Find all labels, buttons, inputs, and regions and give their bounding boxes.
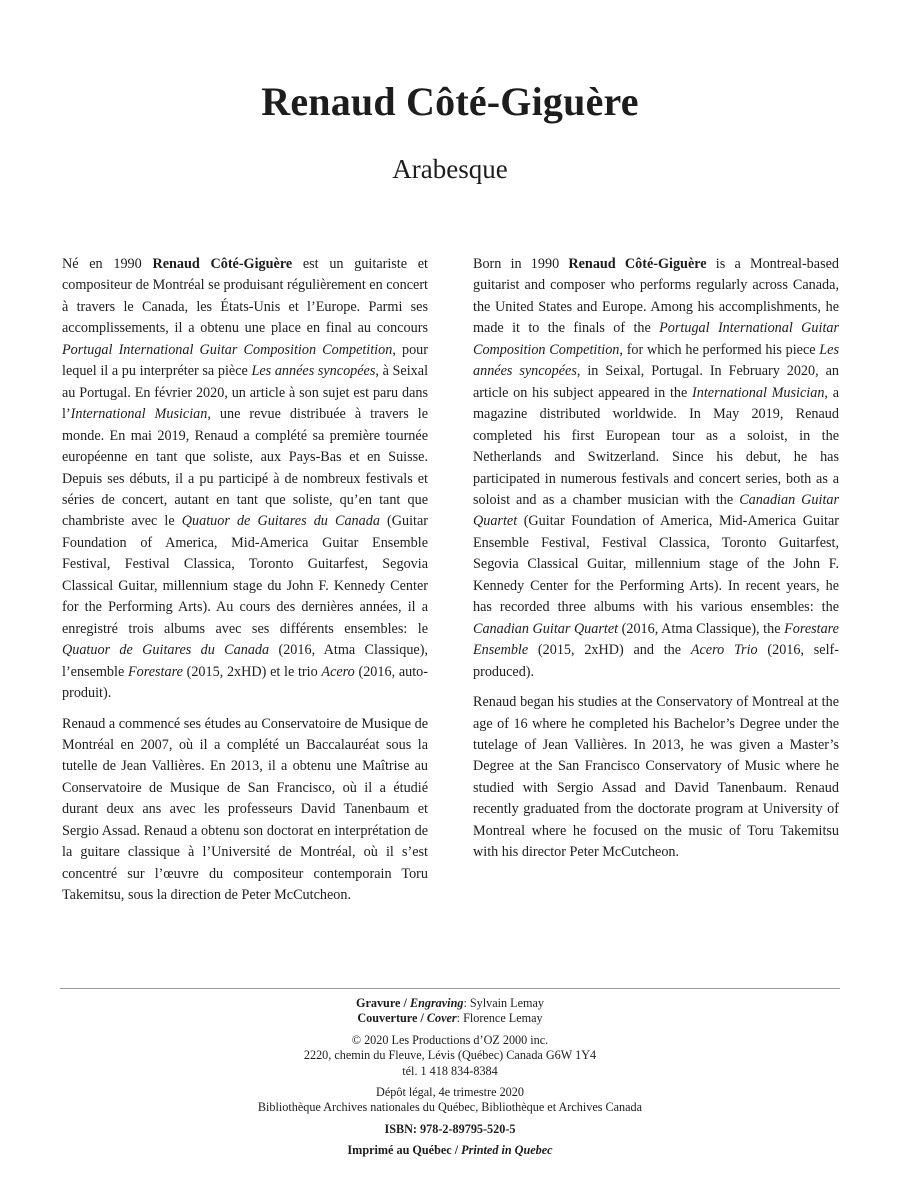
- bio-english-paragraph-2: Renaud began his studies at the Conservatory of Montreal at the age of 16 where he completed his Bachelor’s Degree under the tutelage of Jean Vallières. In 2013, he was given a Master’s Degree at the San Francisco Conservatory of Music where he studied with Sergio Assad and David Tanenbaum. Renaud recently graduated from the doctorate program at University of Montreal where he focused on the music of Toru Takemitsu with his director Peter McCutcheon.: [473, 694, 839, 861]
- bio-french-paragraph-2: Renaud a commencé ses études au Conservatoire de Musique de Montréal en 2007, où il a complété un Baccalauréat sous la tutelle de Jean Vallières. En 2013, il a obtenu une Maîtrise au Conservatoire de Musique de San Francisco, où il a étudié durant deux ans avec les professeurs David Tanenbaum et Sergio Assad. Renaud a obtenu son doctorat en interprétation de la guitare classique à l’Université de Montréal, où il s’est concentré sur l’œuvre du compositeur contemporain Toru Takemitsu, sous la direction de Peter McCutcheon.: [62, 715, 429, 904]
- italic-title: Forestare Ensemble: [473, 620, 839, 659]
- italic-title: Canadian Guitar Quartet: [473, 491, 839, 530]
- italic-title: Les années syncopées: [473, 341, 839, 380]
- bio-french-paragraph-1: Né en 1990 Renaud Côté-Giguère est un guitariste et compositeur de Montréal se produisant régulièrement en concert à travers le Canada, les États-Unis et l’Europe. Parmi ses accomplissements, il a obtenu une place en final au concours Portugal International Guitar Composition Competition, pour lequel il a pu interpréter sa pièce Les années syncopées, à Seixal au Portugal. En février 2020, un article à son sujet est paru dans l’International Musician, une revue distribuée à travers le monde. En mai 2019, Renaud a complété sa première tournée européenne en tant que soliste, aux Pays-Bas et en Suisse. Depuis ses débuts, il a pu participé à de nombreux festivals et séries de concert, autant en tant que soliste, qu’en tant que chambriste avec le Quatuor de Guitares du Canada (Guitar Foundation of America, Mid-America Guitar Ensemble Festival, Festival Classica, Toronto Guitarfest, Segovia Classical Guitar, millennium stage du John F. Kennedy Center for the Performing Arts). Au cours des dernières années, il a enregistré trois albums avec ses différents ensembles: le Quatuor de Guitares du Canada (2016, Atma Classique), l’ensemble Forestare (2015, 2xHD) et le trio Acero (2016, auto-produit).: [62, 256, 429, 702]
- isbn-line: ISBN: 978-2-89795-520-5: [384, 1121, 516, 1136]
- legal-deposit-line: Dépôt légal, 4e trimestre 2020: [376, 1085, 524, 1100]
- printed-fr: Imprimé au Québec: [347, 1143, 452, 1158]
- italic-title: Acero Trio: [690, 642, 758, 659]
- bio-english-column: [473, 254, 839, 873]
- italic-title: Forestare: [127, 663, 183, 680]
- libraries-line: Bibliothèque Archives nationales du Québec, Bibliothèque et Archives Canada: [257, 1100, 643, 1115]
- credits-block: [0, 996, 900, 1159]
- italic-title: Quatuor de Guitares du Canada: [181, 513, 380, 530]
- italic-title: Portugal International Guitar Composition Competition: [62, 341, 393, 358]
- copyright-line: © 2020 Les Productions d’OZ 2000 inc.: [351, 1032, 549, 1047]
- footer-divider: [60, 988, 840, 989]
- cover-credit: Couverture / Cover: Florence Lemay: [357, 1011, 543, 1026]
- bio-english-paragraph-1: Born in 1990 Renaud Côté-Giguère is a Montreal-based guitarist and composer who performs regularly across Canada, the United States and Europe. Among his accomplishments, he made it to the finals of the Portugal International Guitar Composition Competition, for which he performed his piece Les années syncopées, in Seixal, Portugal. In February 2020, an article on his subject appeared in the International Musician, a magazine distributed worldwide. In May 2019, Renaud completed his first European tour as a soloist, in the Netherlands and Switzerland. Since his debut, he has participated in numerous festivals and concert series, both as a soloist and as a chamber musician with the Canadian Guitar Quartet (Guitar Foundation of America, Mid-America Guitar Ensemble Festival, Festival Classica, Toronto Guitarfest, Segovia Classical Guitar, millennium stage of the John F. Kennedy Center for the Performing Arts). In recent years, he has recorded three albums with his various ensembles: the Canadian Guitar Quartet (2016, Atma Classique), the Forestare Ensemble (2015, 2xHD) and the Acero Trio (2016, self-produced).: [473, 256, 840, 680]
- italic-title: Canadian Guitar Quartet: [473, 620, 619, 637]
- italic-title: International Musician: [692, 384, 825, 401]
- italic-title: Portugal International Guitar Composition Competition: [473, 320, 840, 358]
- piece-subtitle: Arabesque: [392, 154, 508, 184]
- cover-name: Florence Lemay: [463, 1011, 543, 1026]
- italic-title: International Musician: [70, 406, 208, 423]
- address-line: 2220, chemin du Fleuve, Lévis (Québec) Canada G6W 1Y4: [303, 1048, 597, 1063]
- printed-line: Imprimé au Québec / Printed in Quebec: [347, 1143, 553, 1158]
- engraving-name: Sylvain Lemay: [469, 996, 545, 1010]
- italic-title: Acero: [321, 663, 355, 680]
- cover-label-en: Cover: [426, 1011, 457, 1026]
- bold-name: Renaud Côté-Giguère: [152, 256, 293, 272]
- bold-name: Renaud Côté-Giguère: [568, 256, 707, 272]
- engraving-credit: Gravure / Engraving: Sylvain Lemay: [355, 996, 545, 1010]
- bio-french-column: [62, 254, 428, 916]
- engraving-label-fr: Gravure: [355, 996, 401, 1010]
- printed-en: Printed in Quebec: [461, 1143, 553, 1158]
- page-title: Renaud Côté-Giguère: [261, 79, 639, 124]
- italic-title: Quatuor de Guitares du Canada: [62, 642, 270, 659]
- engraving-label-en: Engraving: [409, 996, 464, 1010]
- cover-label-fr: Couverture: [357, 1011, 418, 1026]
- italic-title: Les années syncopées: [251, 363, 376, 380]
- phone-line: tél. 1 418 834-8384: [402, 1063, 498, 1078]
